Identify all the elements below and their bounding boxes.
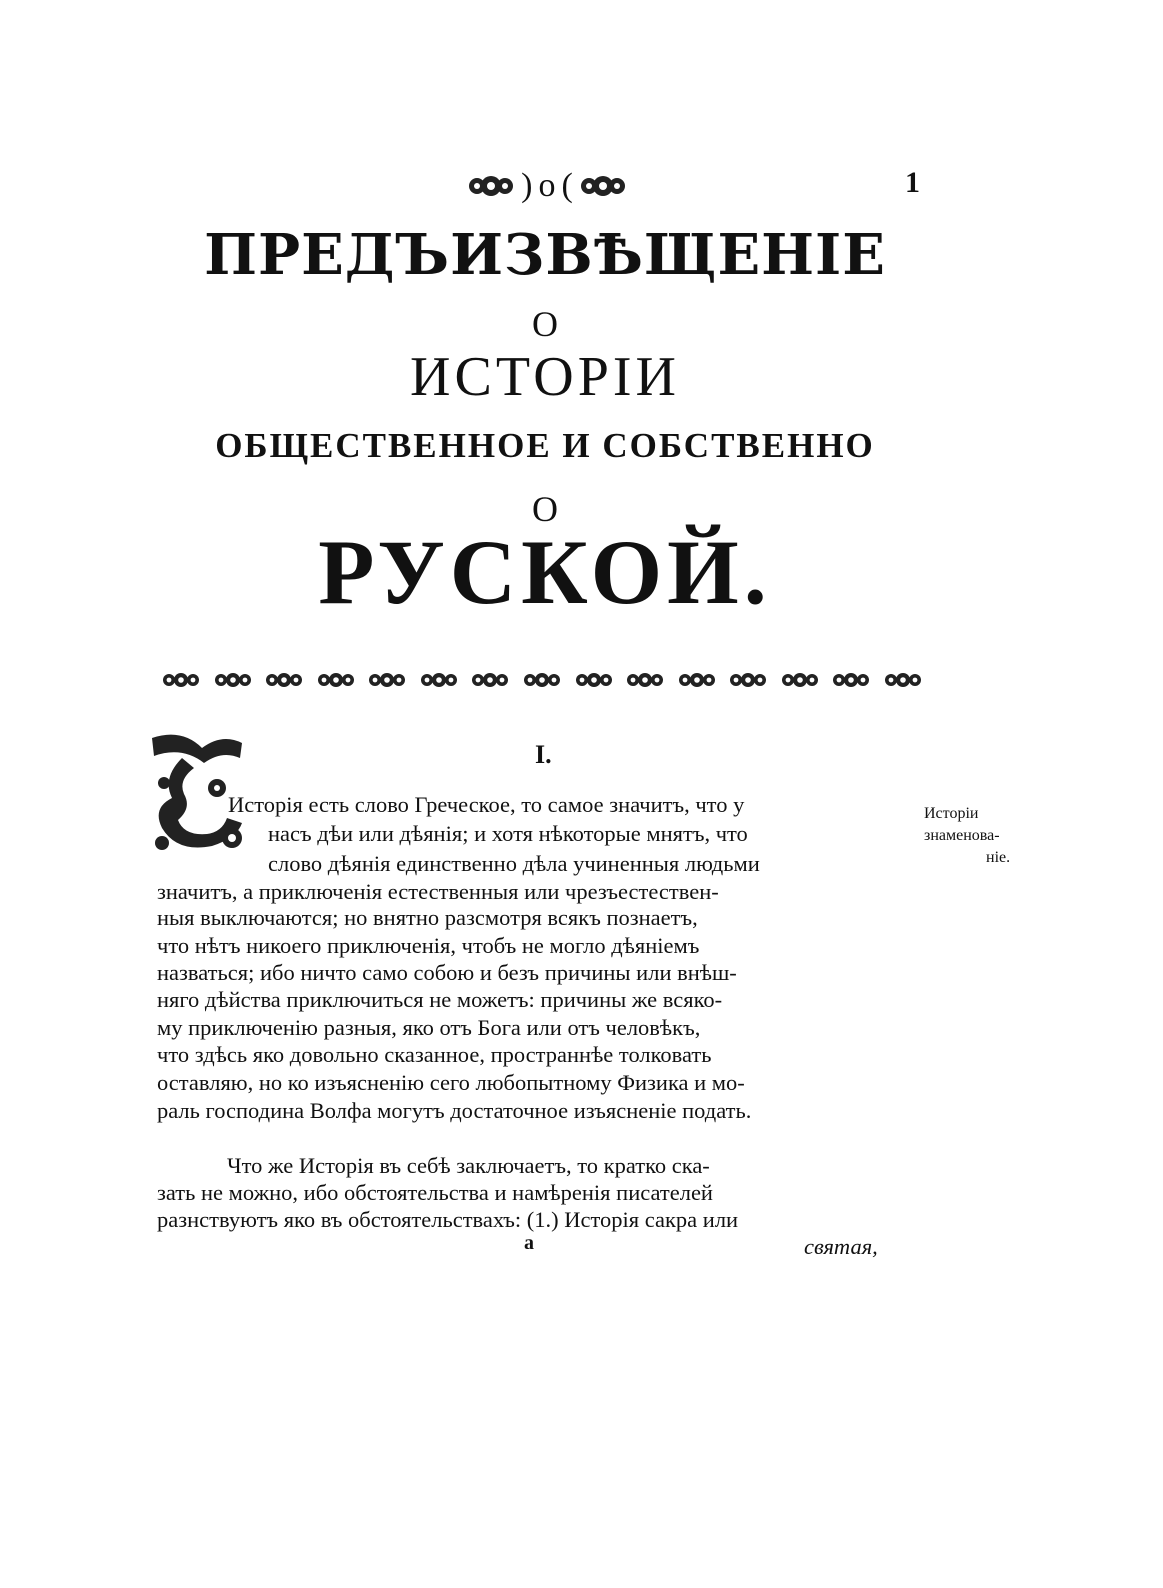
fleuron-icon: [678, 669, 716, 691]
fleuron-icon: [626, 669, 664, 691]
fleuron-icon: [265, 669, 303, 691]
margin-note-line: ніе.: [986, 849, 1011, 866]
fleuron-icon: [832, 669, 870, 691]
body-line: насъ дѣи или дѣянія; и хотя нѣкоторые мнятъ, что: [268, 821, 748, 846]
fleuron-icon: [781, 669, 819, 691]
title-russian: РУСКОЙ.: [318, 521, 772, 623]
fleuron-icon: [420, 669, 458, 691]
margin-note-line: Исторіи: [924, 805, 979, 822]
signature-mark: а: [524, 1232, 534, 1254]
fleuron-icon: [523, 669, 561, 691]
body-line: разнствуютъ яко въ обстоятельствахъ: (1.) Исторія сакра или: [157, 1207, 739, 1232]
margin-note-line: знаменова-: [924, 827, 1000, 844]
body-line: раль господина Волфа могутъ достаточное изъясненіе подать.: [157, 1098, 752, 1123]
fleuron-icon: [884, 669, 922, 691]
title-subtitle: ОБЩЕСТВЕННОЕ И СОБСТВЕННО: [215, 426, 875, 465]
fleuron-icon: [162, 669, 200, 691]
header-ornament: [452, 166, 642, 206]
fleuron-icon: [729, 669, 767, 691]
body-line: значитъ, а приключенія естественныя или чрезъестествен-: [157, 879, 719, 904]
header-brace-left: ): [521, 167, 533, 204]
title-preposition-2: О: [532, 489, 558, 529]
body-line: слово дѣянія единственно дѣла учиненныя людьми: [268, 851, 760, 876]
body-line: зать не можно, ибо обстоятельства и намѣренія писателей: [157, 1180, 713, 1205]
fleuron-right-icon: [579, 171, 627, 201]
fleuron-left-icon: [467, 171, 515, 201]
catchword: святая,: [804, 1234, 878, 1259]
fleuron-icon: [575, 669, 613, 691]
fleuron-icon: [317, 669, 355, 691]
header-brace-mid: o: [538, 167, 556, 204]
body-line: оставляю, но ко изъясненію сего любопытному Физика и мо-: [157, 1070, 745, 1095]
body-line: что нѣтъ никоего приключенія, чтобъ не могло дѣяніемъ: [157, 933, 700, 958]
body-line: няго дѣйства приключиться не можетъ: причины же всяко-: [157, 987, 723, 1012]
page-title: ПРЕДЪИЗВѢЩЕНІЕ: [204, 222, 886, 288]
body-line: ныя выключаются; но внятно разсмотря всякъ познаетъ,: [157, 905, 698, 930]
page-number: 1: [905, 166, 920, 199]
fleuron-icon: [214, 669, 252, 691]
body-line: Что же Исторія въ себѣ заключаетъ, то кратко ска-: [227, 1153, 710, 1178]
body-line: что здѣсь яко довольно сказанное, пространнѣе толковать: [157, 1042, 712, 1067]
body-line: назваться; ибо ничто само собою и безъ причины или внѣш-: [157, 960, 737, 985]
title-history: ИСТОРІИ: [410, 346, 680, 408]
title-preposition-1: О: [532, 304, 558, 344]
body-line: Исторія есть слово Греческое, то самое значитъ, что у: [228, 792, 745, 817]
fleuron-icon: [368, 669, 406, 691]
header-brace-right: (: [561, 167, 573, 204]
body-line: му приключенію разныя, яко отъ Бога или отъ человѣкъ,: [157, 1015, 701, 1040]
section-number: I.: [535, 740, 552, 769]
fleuron-icon: [471, 669, 509, 691]
ornamental-divider: [162, 664, 922, 696]
